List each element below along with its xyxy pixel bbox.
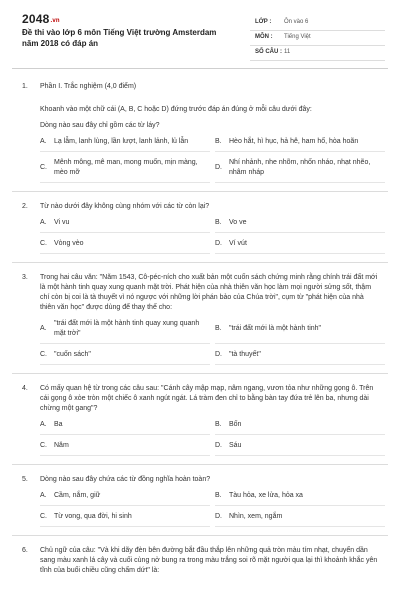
option-b[interactable]: B. Vo ve xyxy=(215,218,385,233)
exam-meta-table xyxy=(250,16,385,61)
option-c[interactable]: C. Từ vong, qua đời, hi sinh xyxy=(40,512,210,527)
option-a[interactable]: A. Vi vu xyxy=(40,218,210,233)
option-b[interactable]: B. "trái đất mới là một hành tinh" xyxy=(215,319,385,344)
header-divider xyxy=(12,68,388,69)
exam-title: Đề thi vào lớp 6 môn Tiếng Việt trường Amsterdam năm 2018 có đáp án xyxy=(22,28,217,48)
option-d[interactable]: D. Sáu xyxy=(215,441,385,456)
question-2: 2. Từ nào dưới đây không cùng nhóm với các từ còn lại? A. Vi vu B. Vo ve C. Vòng vèo D. Ví vút xyxy=(0,202,400,254)
option-a[interactable]: A. "trái đất mới là một hành tinh quay xung quanh mặt trời" xyxy=(40,319,210,344)
meta-row-question-count: SỐ CÂU : 11 xyxy=(250,46,385,61)
question-text: Dòng nào sau đây chứa các từ đồng nghĩa hoàn toàn? xyxy=(40,476,211,483)
section-heading: 1. Phần I. Trắc nghiệm (4,0 điểm) xyxy=(22,83,137,90)
option-d[interactable]: D. Ví vút xyxy=(215,239,385,254)
question-6: 6. Chủ ngữ của câu: "Và khi dãy đèn bên đường bắt đầu thắp lên những quả tròn màu tím nhạt, chuyển dần sang màu xanh lá cây và cuối cùng nở bung ra trong màu trắng soi rõ mặt người qua lại thì khoảnh khắc yên tĩnh của buổi chiều cũng chấm dứt" là: xyxy=(0,546,400,576)
option-c[interactable]: C. Vòng vèo xyxy=(40,239,210,254)
question-divider xyxy=(12,262,388,263)
question-text: Trong hai câu văn: "Năm 1543, Cô-péc-ních cho xuất bản một cuốn sách chứng minh rằng chính trái đất mới là một hành tinh quay xung quanh mặt trời. Phát hiện của nhà thiên văn học làm mọi người sửng sốt, thậm chí còn bị coi là tà thuyết vì nó ngược với những lời phán bảo của Chúa trời", cụm từ "phát hiện của nhà thiên văn học" được dùng để thay thế cho: xyxy=(40,274,378,311)
option-b[interactable]: B. Bốn xyxy=(215,420,385,435)
options-grid xyxy=(40,319,385,365)
question-text: Chủ ngữ của câu: "Và khi dãy đèn bên đường bắt đầu thắp lên những quả tròn màu tím nhạt, chuyển dần sang màu xanh lá cây và cuối cùng nở bung ra trong màu trắng soi rõ mặt người qua lại thì khoảnh khắc yên tĩnh của buổi chiều cũng chấm dứt" là: xyxy=(40,547,378,574)
option-a[interactable]: A. Ba xyxy=(40,420,210,435)
questions-content xyxy=(0,82,400,584)
question-5: 5. Dòng nào sau đây chứa các từ đồng nghĩa hoàn toàn? A. Cầm, nắm, giữ B. Tàu hỏa, xe lửa, hỏa xa C. Từ vong, qua đời, hi sinh D. Nhìn, xem, ngắm xyxy=(0,475,400,527)
option-a[interactable]: A. Cầm, nắm, giữ xyxy=(40,491,210,506)
question-divider xyxy=(12,535,388,536)
question-instructions: Khoanh vào một chữ cái (A, B, C hoặc D) đứng trước đáp án đúng ở mỗi câu dưới đây: xyxy=(40,106,312,113)
options-grid xyxy=(40,137,385,183)
question-divider xyxy=(12,464,388,465)
question-divider xyxy=(12,373,388,374)
page-header xyxy=(0,0,400,66)
option-b[interactable]: B. Tàu hỏa, xe lửa, hỏa xa xyxy=(215,491,385,506)
option-d[interactable]: D. Nhìn, xem, ngắm xyxy=(215,512,385,527)
option-d[interactable]: D. Nhí nhảnh, nhe nhõm, nhốn nháo, nhạt nhẽo, nhâm nháp xyxy=(215,158,385,183)
question-1 xyxy=(0,105,400,183)
options-grid xyxy=(40,420,385,456)
site-logo[interactable]: 2048.vn xyxy=(22,12,60,26)
question-text: Có mấy quan hệ từ trong các câu sau: "Cánh cây mập mạp, nâm ngang, vươn tỏa như những gọng ô. Trên cái gọng ô xòe tròn một chiếc ô xanh ngút ngát. Lá tràm đen chỉ to bằng bàn tay đứa trẻ lên ba, nhưng dài chừng một gang"? xyxy=(40,385,374,412)
question-text: Dòng nào sau đây chỉ gồm các từ láy? xyxy=(40,122,160,129)
meta-row-subject: MÔN : Tiếng Việt xyxy=(250,31,385,46)
option-b[interactable]: B. Hèo hắt, hì hục, hả hê, ham hố, hòa hoãn xyxy=(215,137,385,152)
meta-row-class: LỚP : Ôn vào 6 xyxy=(250,16,385,31)
option-c[interactable]: C. Năm xyxy=(40,441,210,456)
question-text: Từ nào dưới đây không cùng nhóm với các từ còn lại? xyxy=(40,203,210,210)
option-d[interactable]: D. "tà thuyết" xyxy=(215,350,385,365)
question-divider xyxy=(12,191,388,192)
option-c[interactable]: C. "cuốn sách" xyxy=(40,350,210,365)
question-3: 3. Trong hai câu văn: "Năm 1543, Cô-péc-ních cho xuất bản một cuốn sách chứng minh rằng chính trái đất mới là một hành tinh quay xung quanh mặt trời. Phát hiện của nhà thiên văn học làm mọi người sửng sốt, thậm chí còn bị coi là tà thuyết vì nó ngược với những lời phán bảo của Chúa trời", cụm từ "phát hiện của nhà thiên văn học" được dùng để thay thế cho: A. "trái đất mới là một hành tinh quay xung quanh mặt trời" B. "trái đất mới là một hành tinh" C. "cuốn sách" D. "tà thuyết" xyxy=(0,273,400,365)
options-grid xyxy=(40,491,385,527)
option-a[interactable]: A. Lạ lẫm, lanh lùng, lần lượt, lanh lảnh, lủ lẫn xyxy=(40,137,210,152)
option-c[interactable]: C. Mênh mông, mê man, mong muốn, mịn màng, mèo mỡ xyxy=(40,158,210,183)
question-4: 4. Có mấy quan hệ từ trong các câu sau: "Cánh cây mập mạp, nâm ngang, vươn tỏa như những gọng ô. Trên cái gọng ô xòe tròn một chiếc ô xanh ngút ngát. Lá tràm đen chỉ to bằng bàn tay đứa trẻ lên ba, nhưng dài chừng một gang"? A. Ba B. Bốn C. Năm D. Sáu xyxy=(0,384,400,456)
options-grid xyxy=(40,218,385,254)
